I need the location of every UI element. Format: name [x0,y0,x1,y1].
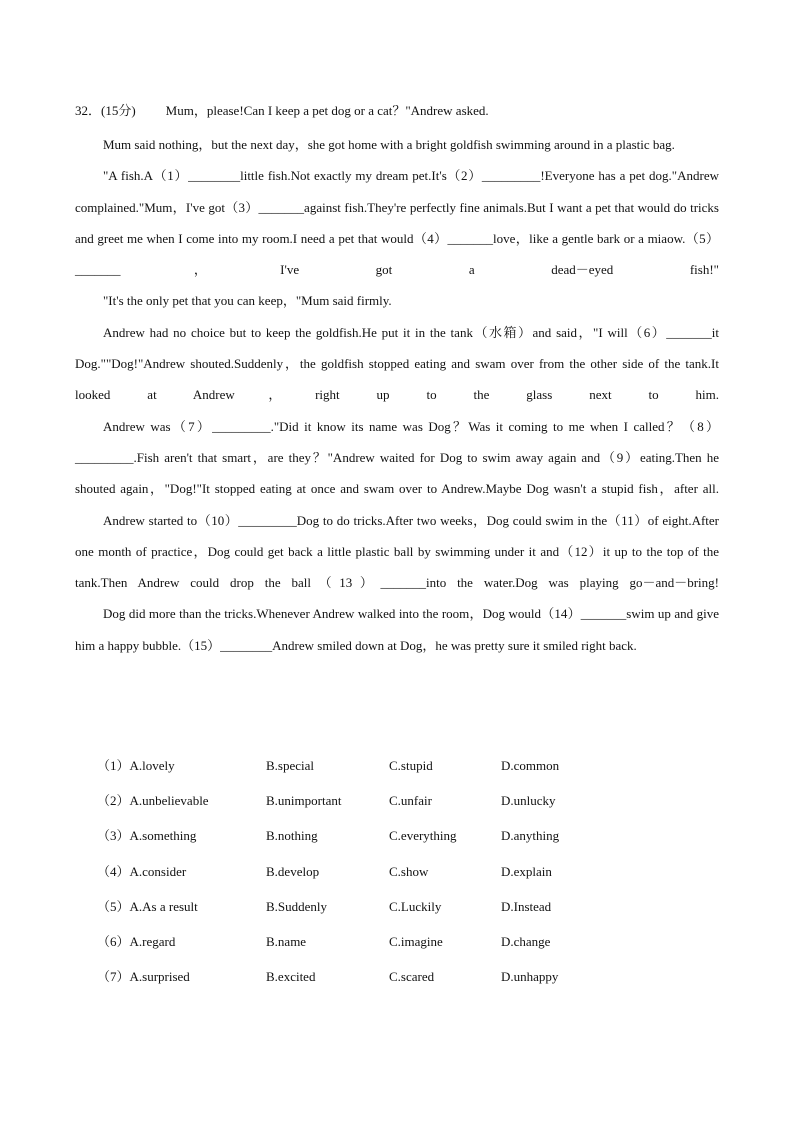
question-passage [75,98,719,661]
option-row [97,859,697,894]
option-row [97,788,697,823]
option-c: C.everything [389,828,457,844]
option-a: A.something [129,828,197,844]
passage-paragraph-1: Mum said nothing，but the next day，she got home with a bright goldfish swimming around in a plastic bag. [103,137,675,152]
option-number: （3） [97,828,130,844]
passage-paragraph-4: Andrew had no choice but to keep the goldfish.He put it in the tank（水箱）and said，"I will（6）_______it Dog.""Dog!"Andrew shouted.Suddenly，the goldfish stopped eating and swam over from the other side of the tank.It looked at Andrew，right up to the glass next to him. [75,324,719,403]
option-d: D.Instead [501,898,552,914]
option-d: D.common [501,758,560,773]
option-b: B.Suddenly [266,898,328,914]
option-b: B.special [266,758,315,773]
option-row [97,823,697,858]
option-c: C.unfair [389,793,432,809]
passage-paragraph-3: "It's the only pet that you can keep，"Mum said firmly. [103,293,392,309]
option-number: （2） [97,793,130,809]
option-row [97,894,697,929]
option-number: （4） [97,863,130,879]
option-number: （1） [97,758,130,773]
option-a: A.surprised [129,969,190,985]
question-header [75,98,719,124]
option-b: B.nothing [266,828,318,844]
option-c: C.scared [389,969,435,985]
question-first-line: Mum，please!Can I keep a pet dog or a cat？"Andrew asked. [165,103,489,118]
option-a: A.As a result [129,898,198,914]
option-d: D.change [501,933,551,949]
option-number-label [97,788,209,814]
option-row [97,964,697,999]
option-b: B.name [266,933,307,949]
option-number-label [97,964,190,990]
question-number: 32．(15分) [75,103,136,118]
passage-paragraph-7: Dog did more than the tricks.Whenever Andrew walked into the room，Dog would（14）_______swim up and give him a happy bubble.（15）________Andrew smiled down at Dog，he was pretty sure it smiled right back. [75,606,719,653]
option-d: D.unlucky [501,793,556,809]
option-a: A.regard [129,933,176,949]
option-number: （5） [97,898,130,914]
option-number: （7） [97,969,130,985]
option-b: B.develop [266,863,320,879]
option-b: B.excited [266,969,316,985]
option-number-label [97,753,175,779]
option-d: D.unhappy [501,969,559,985]
option-number-label [97,859,186,885]
option-row [97,753,697,788]
option-number-label [97,823,196,849]
option-number-label [97,894,198,920]
option-number-label [97,929,175,955]
option-a: A.unbelievable [129,793,209,809]
option-d: D.explain [501,863,552,879]
passage-paragraph-2: "A fish.A（1）________little fish.Not exactly my dream pet.It's（2）_________!Everyone has a pet dog."Andrew complained."Mum，I've got（3）_______against fish.They're perfectly fine animals.But I want a pet that would do tricks and greet me when I come into my room.I need a pet that would（4）_______love，like a gentle bark or a miaow.（5）_______，I've got a dead－eyed fish!" [75,168,719,278]
option-c: C.stupid [389,758,433,773]
option-number: （6） [97,933,130,949]
option-d: D.anything [501,828,560,844]
option-c: C.imagine [389,933,443,949]
option-c: C.Luckily [389,898,442,914]
answer-options [97,753,697,999]
option-row [97,929,697,964]
option-c: C.show [389,863,429,879]
option-b: B.unimportant [266,793,342,809]
option-a: A.consider [129,863,187,879]
passage-paragraph-6: Andrew started to（10）_________Dog to do tricks.After two weeks，Dog could swim in the（11）of eight.After one month of practice，Dog could get back a little plastic ball by swimming under it and（12）it up to the top of the tank.Then Andrew could drop the ball（13）_______into the water.Dog was playing go－and－bring! [75,512,719,591]
option-a: A.lovely [129,758,175,773]
passage-paragraph-5: Andrew was（7）_________."Did it know its name was Dog？Was it coming to me when I called？（8）_________.Fish aren't that smart，are they？"Andrew waited for Dog to swim away again and（9）eating.Then he shouted again，"Dog!"It stopped eating at once and swam over to Andrew.Maybe Dog wasn't a stupid fish，after all. [75,418,719,497]
